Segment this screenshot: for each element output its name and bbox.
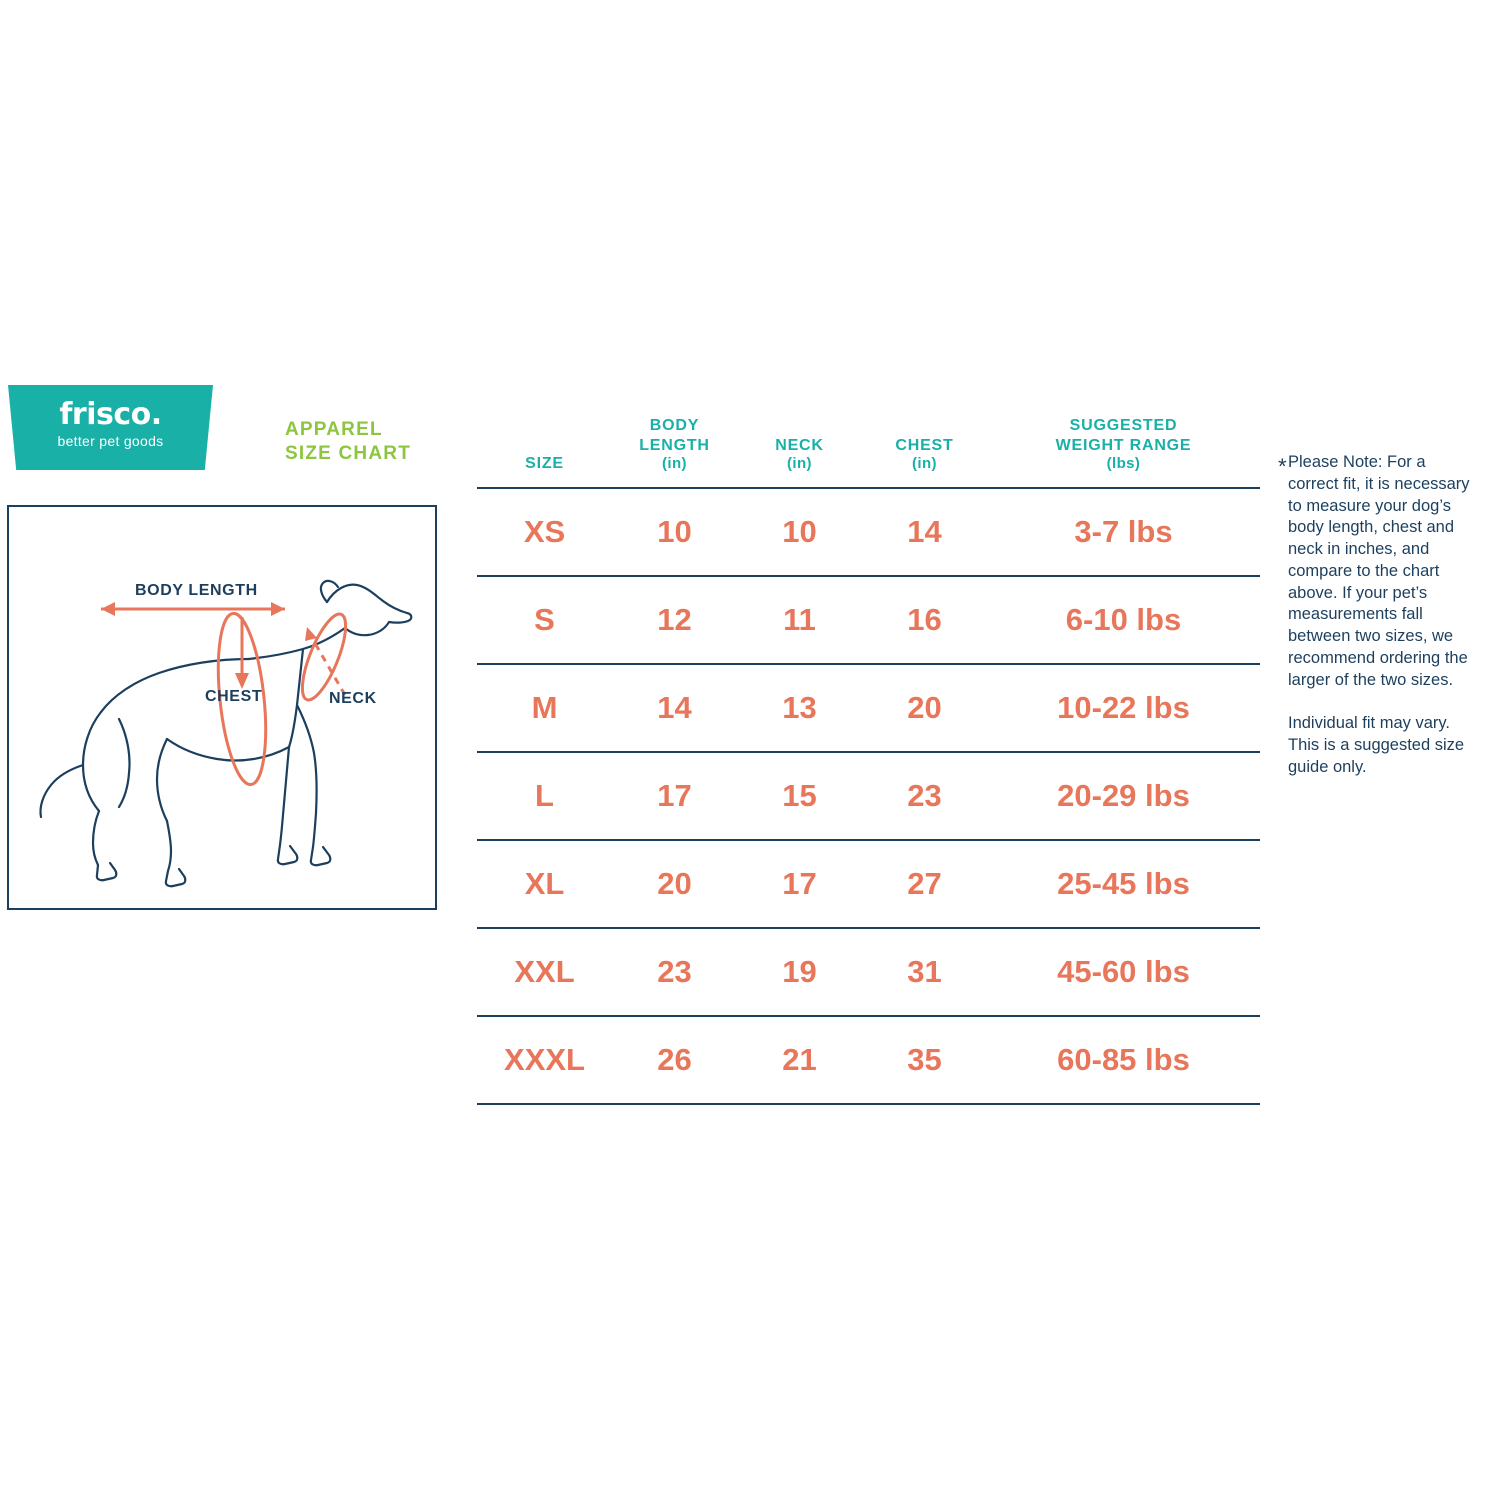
brand-badge (8, 385, 213, 470)
cell-body-length: 23 (612, 928, 737, 1016)
cell-neck: 21 (737, 1016, 862, 1104)
page-title (285, 418, 495, 466)
table-row (477, 576, 1260, 664)
column-header-chest-label: CHEST (895, 436, 954, 454)
cell-chest: 23 (862, 752, 987, 840)
cell-body-length: 26 (612, 1016, 737, 1104)
cell-neck: 19 (737, 928, 862, 1016)
cell-weight: 25-45 lbs (987, 840, 1260, 928)
note-paragraph-2: Individual fit may vary. This is a suggested size guide only. (1288, 714, 1465, 776)
column-header-weight: SUGGESTED WEIGHT RANGE (lbs) (987, 415, 1260, 488)
table-header (477, 415, 1260, 488)
cell-size: XXL (477, 928, 612, 1016)
cell-chest: 14 (862, 488, 987, 576)
cell-neck: 11 (737, 576, 862, 664)
chest-label: CHEST (205, 688, 263, 705)
cell-weight: 6-10 lbs (987, 576, 1260, 664)
table-header-row (477, 415, 1260, 488)
cell-chest: 35 (862, 1016, 987, 1104)
cell-chest: 31 (862, 928, 987, 1016)
column-header-neck-label: NECK (775, 436, 824, 454)
measurement-diagram (7, 505, 437, 910)
column-header-neck-unit: (in) (787, 455, 812, 473)
cell-body-length: 10 (612, 488, 737, 576)
cell-chest: 16 (862, 576, 987, 664)
neck-label: NECK (329, 690, 377, 707)
size-chart-table (477, 415, 1260, 1105)
table-row (477, 488, 1260, 576)
column-header-body-length-unit: (in) (662, 455, 687, 473)
column-header-chest (862, 415, 987, 488)
brand-tagline: better pet goods (57, 433, 164, 449)
cell-neck: 10 (737, 488, 862, 576)
cell-size: S (477, 576, 612, 664)
column-header-size (477, 415, 612, 488)
cell-size: M (477, 664, 612, 752)
table-body (477, 488, 1260, 1104)
cell-chest: 27 (862, 840, 987, 928)
note-paragraph-1: Please Note: For a correct fit, it is necessary to measure your dog’s body length, chest and neck in inches, and compare to the chart above. If your pet’s measurements fall between two sizes, we recommend ordering the larger of the two sizes. (1288, 453, 1470, 689)
page-title-line2: SIZE CHART (285, 442, 411, 464)
cell-body-length: 20 (612, 840, 737, 928)
cell-neck: 13 (737, 664, 862, 752)
column-header-chest-unit: (in) (912, 455, 937, 473)
cell-chest: 20 (862, 664, 987, 752)
cell-size: L (477, 752, 612, 840)
cell-size: XL (477, 840, 612, 928)
column-header-size-label: SIZE (525, 454, 564, 472)
dog-measurement-illustration (9, 507, 435, 908)
cell-weight: 45-60 lbs (987, 928, 1260, 1016)
column-header-weight-unit: (lbs) (1106, 455, 1141, 473)
table-row (477, 1016, 1260, 1104)
table-row (477, 840, 1260, 928)
cell-weight: 3-7 lbs (987, 488, 1260, 576)
table-row (477, 752, 1260, 840)
body-length-label: BODY LENGTH (135, 582, 258, 599)
body-length-arrow-icon (101, 602, 285, 616)
asterisk-icon: * (1278, 454, 1287, 479)
brand-name: frisco. (59, 397, 162, 432)
cell-body-length: 14 (612, 664, 737, 752)
table-row (477, 928, 1260, 1016)
cell-neck: 15 (737, 752, 862, 840)
size-table (477, 415, 1260, 1105)
cell-size: XS (477, 488, 612, 576)
cell-body-length: 17 (612, 752, 737, 840)
cell-weight: 20-29 lbs (987, 752, 1260, 840)
cell-weight: 60-85 lbs (987, 1016, 1260, 1104)
column-header-body-length: BODY LENGTH (in) (612, 415, 737, 488)
page-title-line1: APPAREL (285, 419, 383, 440)
cell-weight: 10-22 lbs (987, 664, 1260, 752)
cell-neck: 17 (737, 840, 862, 928)
note-block (1278, 452, 1478, 799)
table-row (477, 664, 1260, 752)
column-header-neck (737, 415, 862, 488)
cell-body-length: 12 (612, 576, 737, 664)
cell-size: XXXL (477, 1016, 612, 1104)
